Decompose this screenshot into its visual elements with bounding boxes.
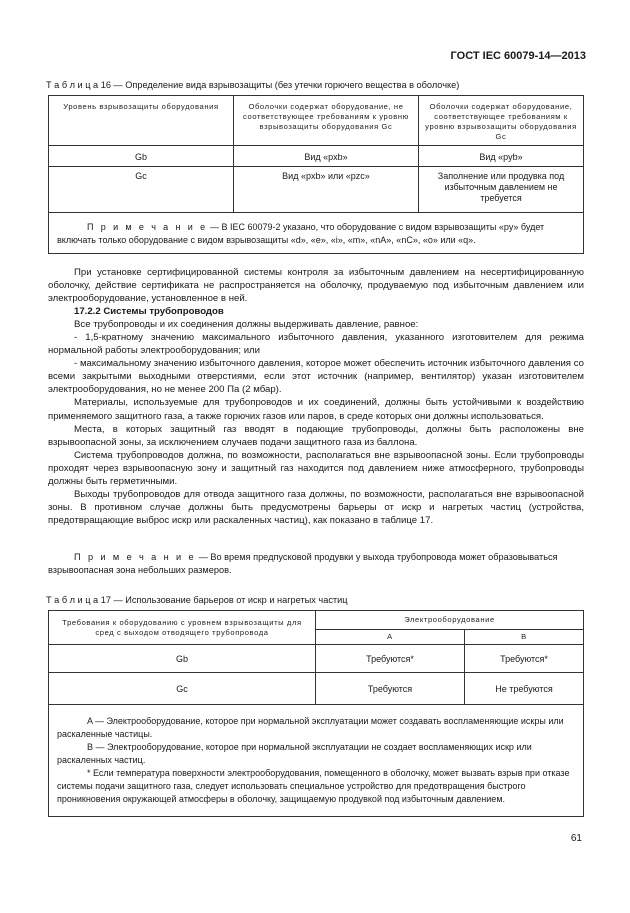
table17-caption-text: — Использование барьеров от искр и нагретых частиц xyxy=(110,595,348,605)
note-star: * Если температура поверхности электрооборудования, помещенного в оболочку, может вызвать взрыв при отказе системы подачи защитного газа, следует использовать специальное устройство для предотвращения быстрого проникновения окружающей атмосферы в оболочку, защищаемую продувкой под избыточным давлением. xyxy=(57,768,570,804)
table-row xyxy=(49,645,584,673)
table-cell: Требуются* xyxy=(465,645,584,673)
table-row xyxy=(49,146,584,167)
note-text: — Во время предпусковой продувки у выхода трубопровода может образовываться взрывоопасная зона небольших размеров. xyxy=(48,552,558,575)
table-cell: Gc xyxy=(49,167,234,213)
table-cell: Gb xyxy=(49,146,234,167)
note-label: П р и м е ч а н и е xyxy=(74,552,197,562)
table-cell: Gc xyxy=(49,673,316,705)
standard-header: ГОСТ IEC 60079-14—2013 xyxy=(450,50,586,62)
table17-caption xyxy=(46,595,348,605)
table16-caption-prefix: Т а б л и ц а 16 xyxy=(46,80,111,90)
paragraph: - 1,5-кратному значению максимального избыточного давления, указанного изготовителем для режима нормальной работы электрооборудования; или xyxy=(48,332,584,357)
table16-header-gc: Оболочки содержат оборудование, соответствующее требованиям к уровню взрывозащиты оборудования Gc xyxy=(419,96,584,146)
paragraph: Выходы трубопроводов для отвода защитного газа должны, по возможности, располагаться вне взрывоопасной зоны. В противном случае должны быть предусмотрены барьеры от искр и нагретых частиц (устройства, предотвращающие выброс искр или раскаленных частиц), как показано в таблице 17. xyxy=(48,488,584,526)
page-number: 61 xyxy=(570,833,582,844)
table16-header-not-gc: Оболочки содержат оборудование, не соответствующее требованиям к уровню взрывозащиты оборудования Gc xyxy=(234,96,419,146)
body-note xyxy=(48,551,584,577)
table-cell: Заполнение или продувка под избыточным давлением не требуется xyxy=(419,167,584,213)
table-cell: Вид «pxb» или «pzc» xyxy=(234,167,419,213)
table-cell: Требуются* xyxy=(316,645,465,673)
table-cell: Gb xyxy=(49,645,316,673)
table16-caption-text: — Определение вида взрывозащиты (без утечки горючего вещества в оболочке) xyxy=(110,80,460,90)
note-b: B — Электрооборудование, которое при нормальной эксплуатации не создает воспламеняющих искр или раскаленных частиц. xyxy=(57,742,532,765)
paragraph: - максимальному значению избыточного давления, которое может обеспечить источник избыточного давления со всеми закрытыми выходными отверстиями, если этот источник (например, вентилятор) указан изготовителем электрооборудования, но не менее 200 Па (2 мбар). xyxy=(48,358,584,396)
table16-header-level: Уровень взрывозащиты оборудования xyxy=(49,96,234,146)
table-row xyxy=(49,673,584,705)
table-cell: Требуются xyxy=(316,673,465,705)
table-cell: Вид «pyb» xyxy=(419,146,584,167)
table17-header-equipment: Электрооборудование xyxy=(316,611,584,630)
paragraph: Места, в которых защитный газ вводят в подающие трубопроводы, должны быть расположены вне взрывоопасной зоны, за исключением случаев подачи защитного газа из баллона. xyxy=(48,423,584,448)
table17-header-a: A xyxy=(316,630,465,645)
table16 xyxy=(48,95,584,254)
table17-notes xyxy=(49,705,584,817)
note-a: A — Электрооборудование, которое при нормальной эксплуатации может создавать воспламеняющие искры или раскаленные частицы. xyxy=(57,716,564,739)
table16-note xyxy=(49,213,584,254)
section-title: 17.2.2 Системы трубопроводов xyxy=(74,306,224,318)
table16-caption xyxy=(46,80,459,90)
table17-header-requirements: Требования к оборудованию с уровнем взрывозащиты для сред с выходом отводящего трубопровода xyxy=(49,611,316,645)
table17-caption-prefix: Т а б л и ц а 17 xyxy=(46,595,111,605)
paragraph: Система трубопроводов должна, по возможности, располагаться вне взрывоопасной зоны. Если трубопроводы проходят через взрывоопасную зону и защитный газ находится под давлением ниже атмосферного, трубопроводы должны быть герметичными. xyxy=(48,449,584,487)
table-row xyxy=(49,167,584,213)
paragraph: При установке сертифицированной системы контроля за избыточным давлением на несертифицированную оболочку, действие сертификата не распространяется на оболочку, продуваемую под избыточным давлением или электрооборудование, установленное в ней. xyxy=(48,267,584,305)
paragraph: Все трубопроводы и их соединения должны выдерживать давление, равное: xyxy=(74,319,419,331)
table17 xyxy=(48,610,584,817)
paragraph: Материалы, используемые для трубопроводов и их соединений, должны быть устойчивыми к воздействию применяемого защитного газа, а также горючих газов или паров, в среде которых они должны использоваться. xyxy=(48,397,584,422)
note-label: П р и м е ч а н и е xyxy=(87,222,208,232)
table-cell: Не требуются xyxy=(465,673,584,705)
note-text: — В IEC 60079-2 указано, что оборудование с видом взрывозащиты «py» будет включать только оборудование с видом взрывозащиты «d», «e», «i», «m», «nA», «nC», «o» или «q». xyxy=(57,222,545,245)
table17-header-b: B xyxy=(465,630,584,645)
table-cell: Вид «pxb» xyxy=(234,146,419,167)
body-text xyxy=(48,266,584,527)
